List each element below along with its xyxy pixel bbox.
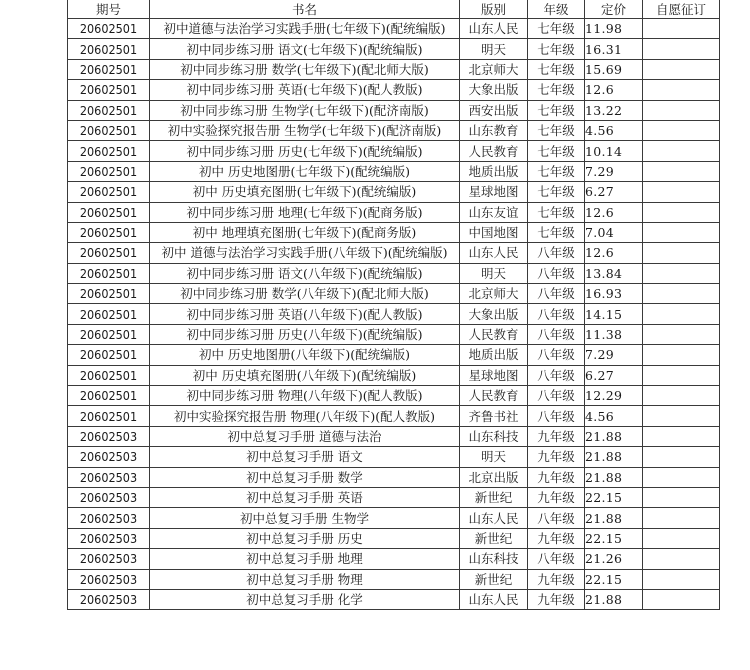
cell-issue: 20602501 [68,39,150,59]
cell-voluntary [643,263,720,283]
table-row [68,569,720,589]
cell-grade: 七年级 [528,222,585,242]
cell-issue: 20602501 [68,263,150,283]
cell-grade: 八年级 [528,284,585,304]
cell-grade: 七年级 [528,161,585,181]
cell-voluntary [643,100,720,120]
cell-price: 21.88 [585,447,643,467]
cell-title: 初中 道德与法治学习实践手册(八年级下)(配统编版) [150,243,460,263]
table-row [68,39,720,59]
cell-grade: 七年级 [528,202,585,222]
table-row [68,406,720,426]
cell-title: 初中总复习手册 物理 [150,569,460,589]
cell-title: 初中实验探究报告册 物理(八年级下)(配人教版) [150,406,460,426]
cell-grade: 七年级 [528,80,585,100]
cell-publisher: 大象出版 [460,304,528,324]
cell-issue: 20602501 [68,365,150,385]
cell-title: 初中 历史填充图册(七年级下)(配统编版) [150,182,460,202]
cell-issue: 20602501 [68,202,150,222]
cell-grade: 八年级 [528,386,585,406]
cell-issue: 20602503 [68,508,150,528]
cell-grade: 九年级 [528,528,585,548]
cell-grade: 七年级 [528,182,585,202]
textbook-order-table [67,0,720,610]
cell-voluntary [643,202,720,222]
table-row [68,365,720,385]
table-row [68,161,720,181]
cell-voluntary [643,161,720,181]
cell-grade: 九年级 [528,569,585,589]
cell-issue: 20602501 [68,324,150,344]
table-row [68,426,720,446]
cell-title: 初中同步练习册 英语(八年级下)(配人教版) [150,304,460,324]
cell-publisher: 山东人民 [460,19,528,39]
cell-voluntary [643,365,720,385]
table-body [68,19,720,610]
cell-price: 6.27 [585,182,643,202]
cell-price: 11.38 [585,324,643,344]
cell-issue: 20602501 [68,19,150,39]
header-grade: 年级 [528,0,585,19]
table-row [68,549,720,569]
cell-issue: 20602501 [68,59,150,79]
cell-grade: 九年级 [528,487,585,507]
cell-title: 初中总复习手册 语文 [150,447,460,467]
cell-price: 7.29 [585,345,643,365]
table-row [68,508,720,528]
cell-issue: 20602503 [68,447,150,467]
table-row [68,589,720,609]
cell-publisher: 北京出版 [460,467,528,487]
cell-issue: 20602501 [68,386,150,406]
cell-publisher: 北京师大 [460,284,528,304]
cell-price: 12.29 [585,386,643,406]
header-row [68,0,720,19]
cell-grade: 八年级 [528,345,585,365]
cell-price: 13.22 [585,100,643,120]
cell-publisher: 山东人民 [460,589,528,609]
cell-issue: 20602501 [68,345,150,365]
cell-issue: 20602501 [68,141,150,161]
cell-price: 7.04 [585,222,643,242]
cell-voluntary [643,508,720,528]
table-row [68,182,720,202]
cell-title: 初中总复习手册 道德与法治 [150,426,460,446]
table-row [68,19,720,39]
cell-title: 初中同步练习册 物理(八年级下)(配人教版) [150,386,460,406]
cell-grade: 九年级 [528,589,585,609]
cell-price: 12.6 [585,243,643,263]
cell-issue: 20602503 [68,549,150,569]
cell-grade: 八年级 [528,304,585,324]
header-publisher: 版别 [460,0,528,19]
cell-voluntary [643,243,720,263]
cell-price: 22.15 [585,528,643,548]
cell-issue: 20602501 [68,80,150,100]
table-row [68,386,720,406]
cell-title: 初中总复习手册 数学 [150,467,460,487]
cell-price: 21.88 [585,426,643,446]
cell-price: 21.88 [585,589,643,609]
cell-issue: 20602501 [68,120,150,140]
cell-price: 14.15 [585,304,643,324]
cell-voluntary [643,182,720,202]
cell-price: 12.6 [585,80,643,100]
cell-publisher: 地质出版 [460,345,528,365]
table-header [68,0,720,19]
cell-grade: 七年级 [528,100,585,120]
table-row [68,528,720,548]
cell-grade: 七年级 [528,141,585,161]
cell-issue: 20602501 [68,182,150,202]
cell-grade: 八年级 [528,508,585,528]
cell-publisher: 地质出版 [460,161,528,181]
cell-publisher: 新世纪 [460,528,528,548]
cell-voluntary [643,426,720,446]
cell-title: 初中总复习手册 英语 [150,487,460,507]
cell-issue: 20602501 [68,304,150,324]
cell-price: 22.15 [585,487,643,507]
cell-publisher: 西安出版 [460,100,528,120]
cell-title: 初中 历史地图册(七年级下)(配统编版) [150,161,460,181]
cell-publisher: 明天 [460,447,528,467]
cell-grade: 九年级 [528,447,585,467]
table-row [68,304,720,324]
cell-title: 初中同步练习册 语文(七年级下)(配统编版) [150,39,460,59]
cell-voluntary [643,549,720,569]
cell-voluntary [643,528,720,548]
table-row [68,202,720,222]
cell-voluntary [643,467,720,487]
cell-title: 初中实验探究报告册 生物学(七年级下)(配济南版) [150,120,460,140]
cell-title: 初中同步练习册 英语(七年级下)(配人教版) [150,80,460,100]
cell-voluntary [643,141,720,161]
cell-grade: 八年级 [528,243,585,263]
cell-publisher: 山东人民 [460,243,528,263]
cell-price: 16.31 [585,39,643,59]
cell-voluntary [643,386,720,406]
cell-issue: 20602501 [68,222,150,242]
cell-publisher: 人民教育 [460,324,528,344]
table-row [68,324,720,344]
cell-price: 22.15 [585,569,643,589]
cell-title: 初中同步练习册 历史(七年级下)(配统编版) [150,141,460,161]
cell-price: 16.93 [585,284,643,304]
cell-voluntary [643,406,720,426]
table-row [68,222,720,242]
cell-voluntary [643,345,720,365]
cell-publisher: 山东科技 [460,549,528,569]
cell-grade: 九年级 [528,467,585,487]
table-row [68,243,720,263]
header-issue: 期号 [68,0,150,19]
cell-price: 11.98 [585,19,643,39]
cell-price: 12.6 [585,202,643,222]
cell-voluntary [643,284,720,304]
cell-title: 初中同步练习册 历史(八年级下)(配统编版) [150,324,460,344]
cell-title: 初中同步练习册 数学(八年级下)(配北师大版) [150,284,460,304]
cell-title: 初中 历史地图册(八年级下)(配统编版) [150,345,460,365]
cell-grade: 八年级 [528,406,585,426]
cell-grade: 七年级 [528,19,585,39]
cell-price: 15.69 [585,59,643,79]
cell-publisher: 齐鲁书社 [460,406,528,426]
cell-issue: 20602503 [68,467,150,487]
cell-voluntary [643,304,720,324]
cell-grade: 七年级 [528,120,585,140]
cell-voluntary [643,59,720,79]
cell-title: 初中总复习手册 地理 [150,549,460,569]
cell-issue: 20602501 [68,100,150,120]
cell-publisher: 明天 [460,39,528,59]
cell-publisher: 山东人民 [460,508,528,528]
cell-issue: 20602501 [68,406,150,426]
cell-issue: 20602503 [68,569,150,589]
cell-title: 初中总复习手册 生物学 [150,508,460,528]
cell-price: 21.88 [585,467,643,487]
cell-title: 初中道德与法治学习实践手册(七年级下)(配统编版) [150,19,460,39]
cell-price: 21.88 [585,508,643,528]
header-title: 书名 [150,0,460,19]
table-row [68,120,720,140]
cell-voluntary [643,222,720,242]
table-row [68,141,720,161]
cell-voluntary [643,19,720,39]
cell-price: 21.26 [585,549,643,569]
cell-publisher: 北京师大 [460,59,528,79]
cell-title: 初中总复习手册 历史 [150,528,460,548]
cell-grade: 七年级 [528,59,585,79]
cell-issue: 20602501 [68,243,150,263]
cell-title: 初中同步练习册 语文(八年级下)(配统编版) [150,263,460,283]
cell-issue: 20602501 [68,284,150,304]
cell-issue: 20602503 [68,589,150,609]
cell-publisher: 山东教育 [460,120,528,140]
cell-publisher: 人民教育 [460,386,528,406]
cell-title: 初中同步练习册 地理(七年级下)(配商务版) [150,202,460,222]
cell-voluntary [643,487,720,507]
cell-publisher: 新世纪 [460,569,528,589]
table-row [68,487,720,507]
table-row [68,80,720,100]
cell-issue: 20602501 [68,161,150,181]
header-price: 定价 [585,0,643,19]
cell-publisher: 中国地图 [460,222,528,242]
cell-publisher: 星球地图 [460,182,528,202]
cell-grade: 八年级 [528,365,585,385]
cell-voluntary [643,120,720,140]
cell-title: 初中总复习手册 化学 [150,589,460,609]
cell-publisher: 人民教育 [460,141,528,161]
cell-issue: 20602503 [68,528,150,548]
cell-voluntary [643,589,720,609]
table-row [68,447,720,467]
cell-title: 初中 历史填充图册(八年级下)(配统编版) [150,365,460,385]
cell-publisher: 山东友谊 [460,202,528,222]
cell-voluntary [643,324,720,344]
cell-grade: 八年级 [528,549,585,569]
cell-grade: 七年级 [528,39,585,59]
cell-title: 初中 地理填充图册(七年级下)(配商务版) [150,222,460,242]
cell-voluntary [643,447,720,467]
cell-publisher: 大象出版 [460,80,528,100]
cell-voluntary [643,80,720,100]
cell-grade: 九年级 [528,426,585,446]
cell-publisher: 明天 [460,263,528,283]
table-row [68,345,720,365]
table-row [68,100,720,120]
cell-price: 7.29 [585,161,643,181]
cell-title: 初中同步练习册 生物学(七年级下)(配济南版) [150,100,460,120]
table-row [68,284,720,304]
cell-publisher: 星球地图 [460,365,528,385]
header-voluntary: 自愿征订 [643,0,720,19]
cell-publisher: 新世纪 [460,487,528,507]
order-sheet [67,0,719,610]
table-row [68,467,720,487]
cell-voluntary [643,569,720,589]
cell-price: 4.56 [585,120,643,140]
cell-title: 初中同步练习册 数学(七年级下)(配北师大版) [150,59,460,79]
cell-issue: 20602503 [68,487,150,507]
cell-grade: 八年级 [528,324,585,344]
cell-price: 10.14 [585,141,643,161]
cell-price: 13.84 [585,263,643,283]
table-row [68,59,720,79]
cell-voluntary [643,39,720,59]
table-row [68,263,720,283]
cell-issue: 20602503 [68,426,150,446]
cell-publisher: 山东科技 [460,426,528,446]
cell-price: 6.27 [585,365,643,385]
cell-grade: 八年级 [528,263,585,283]
cell-price: 4.56 [585,406,643,426]
